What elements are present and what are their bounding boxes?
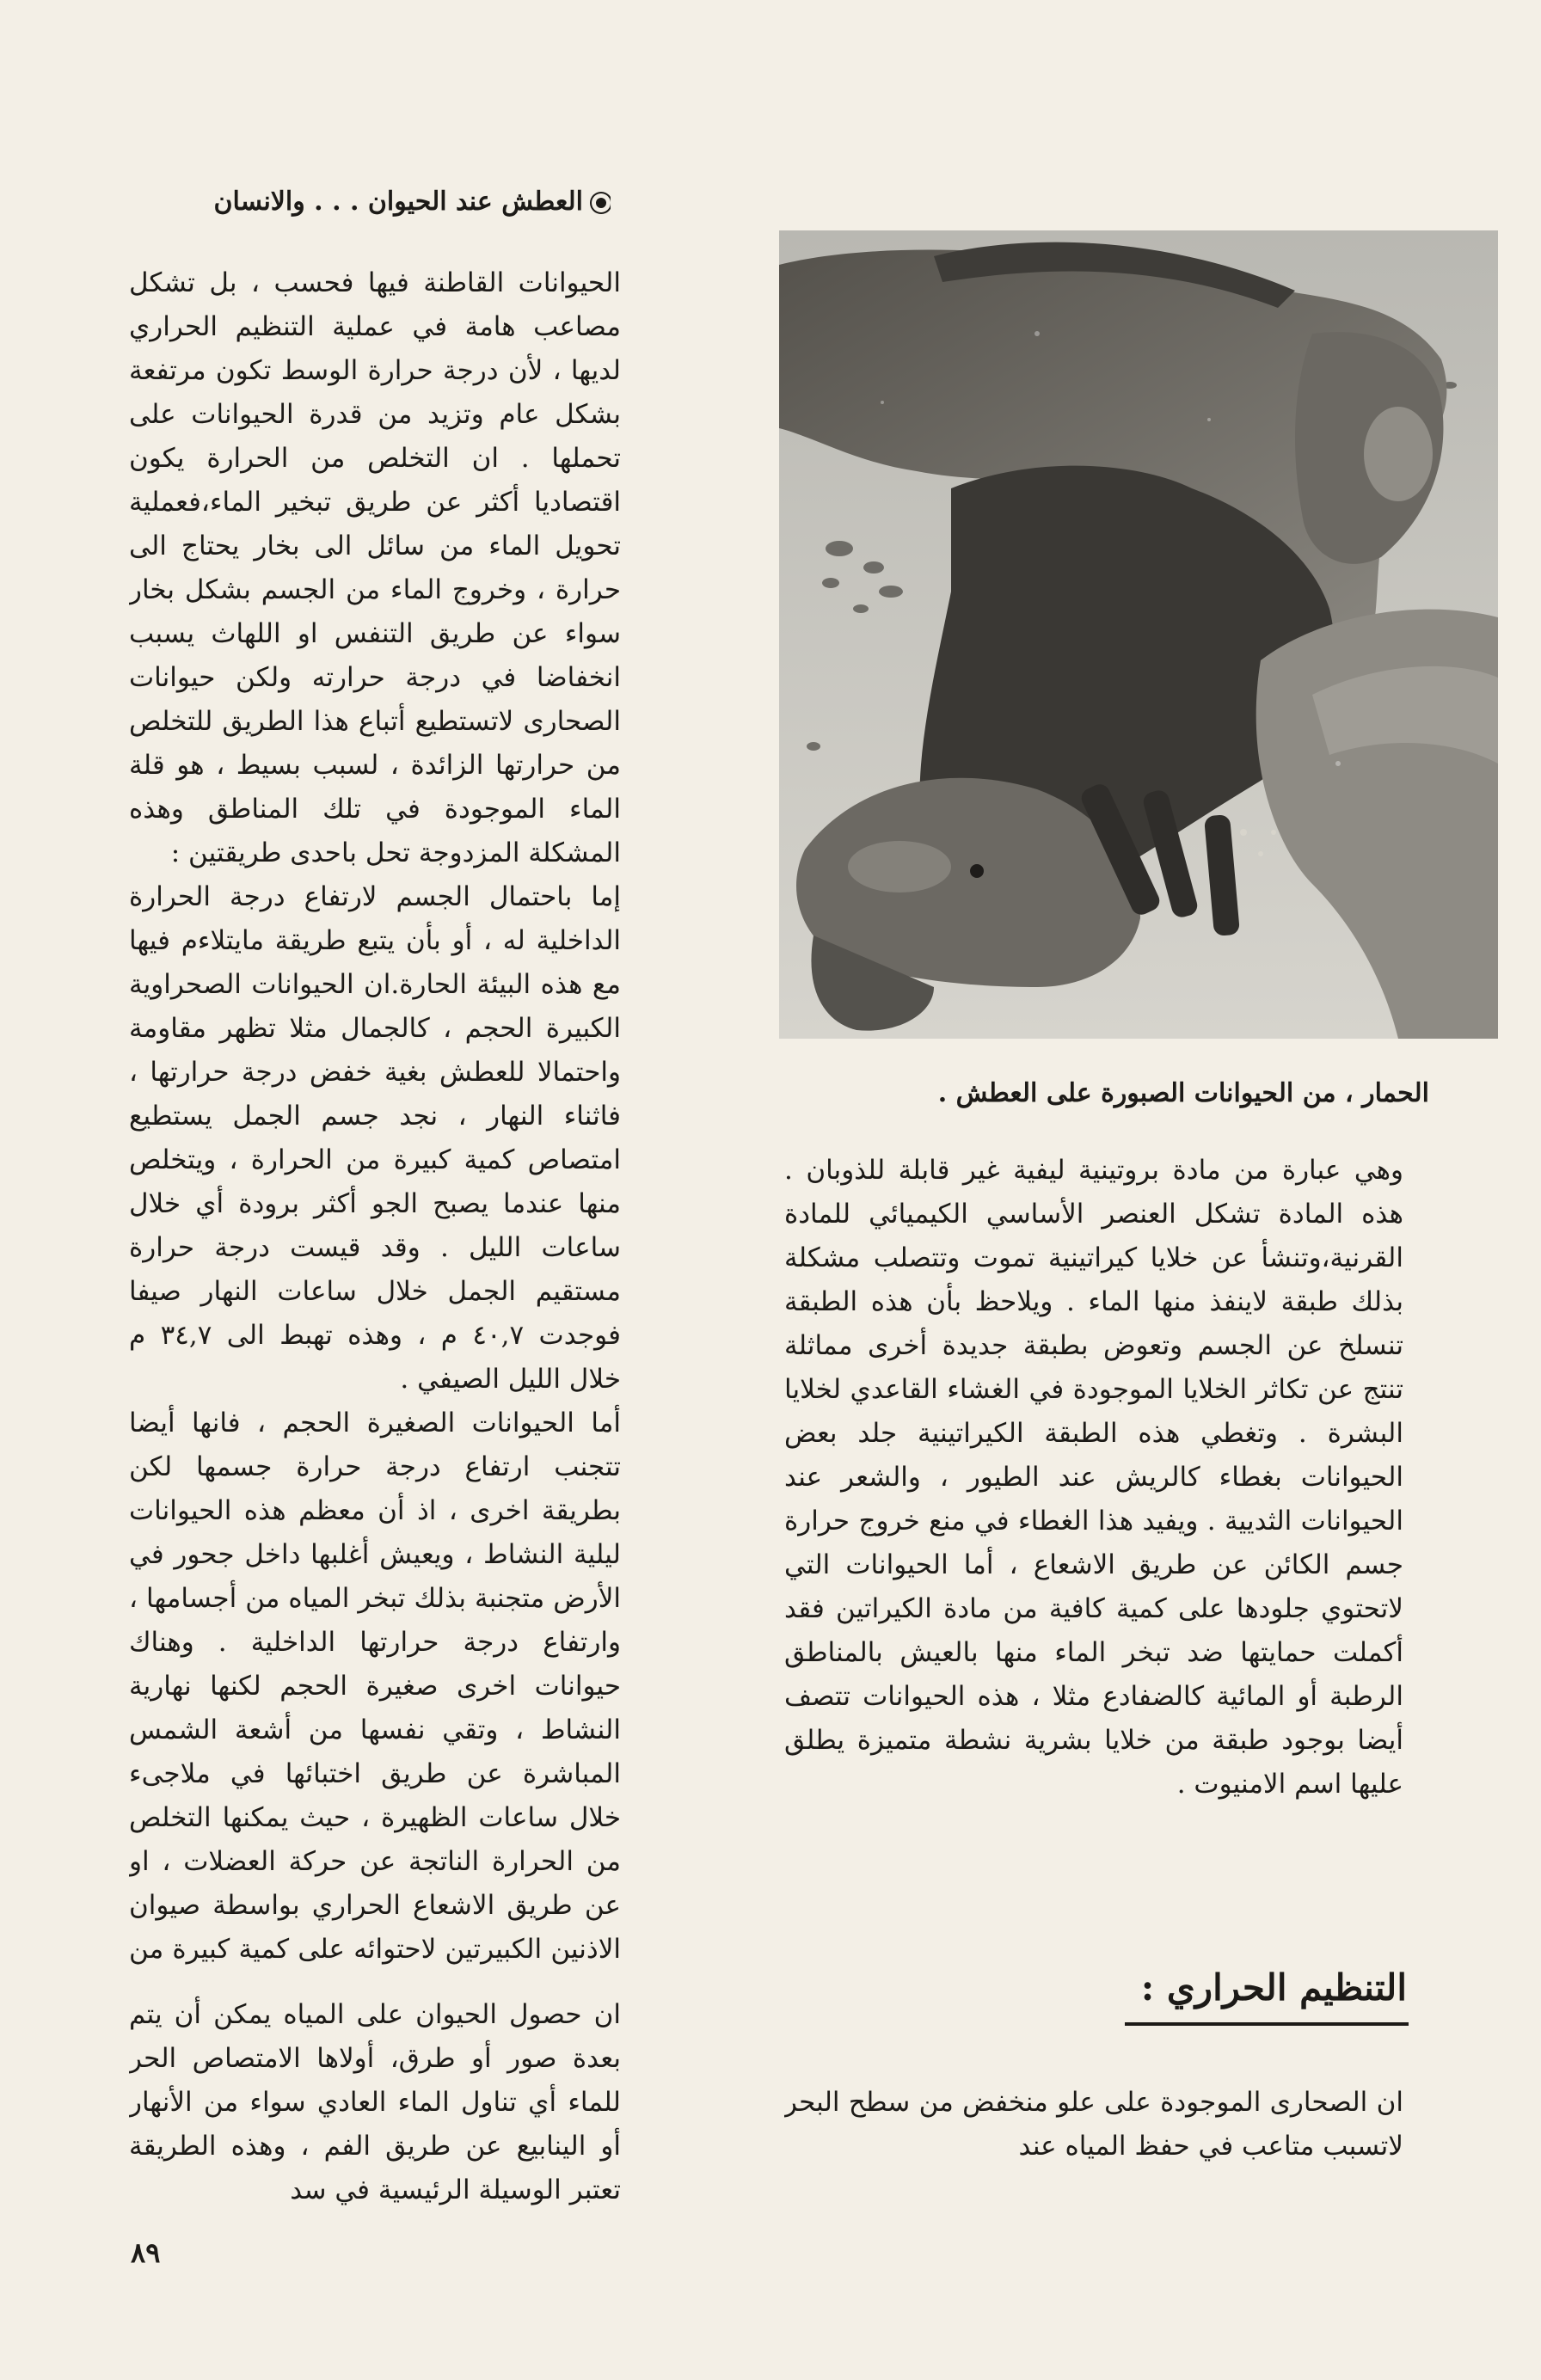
paragraph: الحيوانات القاطنة فيها فحسب ، بل تشكل مصاعب هامة في عملية التنظيم الحراري لديها ، لأن درجة حرارة الوسط تكون مرتفعة بشكل عام وتزيد من قدرة الحيوانات على تحملها . ان التخلص من الحرارة يكون اقتصاديا أكثر عن طريق تبخير الماء،فعملية تحويل الماء من سائل الى بخار يحتاج الى حرارة ، وخروج الماء من الجسم بشكل بخار سواء عن طريق التنفس او اللهاث يسبب انخفاضا في درجة حرارته ولكن حيوانات الصحارى لاتستطيع أتباع هذا الطريق للتخلص من حرارتها الزائدة ، لسبب بسيط ، هو قلة الماء الموجودة في تلك المناطق وهذه المشكلة المزدوجة تحل باحدى طريقتين : [129, 267, 621, 868]
paragraph: ان الصحارى الموجودة على علو منخفض من سطح البحر لاتسبب متاعب في حفظ المياه عند [784, 2087, 1403, 2162]
paragraph: ان حصول الحيوان على المياه يمكن أن يتم بعدة صور أو طرق، أولاها الامتصاص الحر للماء أي تناول الماء العادي سواء من الأنهار أو الينابيع عن طريق الفم ، وهذه الطريقة تعتبر الوسيلة الرئيسية في سد [129, 1999, 621, 2205]
page-number: ٨٩ [131, 2236, 161, 2269]
running-header [129, 182, 611, 222]
right-column-text [784, 1149, 1403, 1966]
donkey-photo-illustration [779, 230, 1498, 1039]
paragraph: إما باحتمال الجسم لارتفاع درجة الحرارة الداخلية له ، أو بأن يتبع طريقة مايتلاءم فيها مع هذه البيئة الحارة.ان الحيوانات الصحراوية الكبيرة الحجم ، كالجمال مثلا تظهر مقاومة واحتمالا للعطش بغية خفض درجة حرارتها ، فاثناء النهار ، نجد جسم الجمل يستطيع امتصاص كمية كبيرة من الحرارة ، ويتخلص منها عندما يصبح الجو أكثر برودة أي خلال ساعات الليل . وقد قيست درجة حرارة مستقيم الجمل خلال ساعات النهار صيفا فوجدت ٤٠,٧ م ، وهذه تهبط الى ٣٤,٧ م خلال الليل الصيفي . [129, 881, 621, 1395]
heading-underline [1125, 2022, 1409, 2026]
right-column-continuation [784, 2081, 1403, 2193]
running-title: العطش عند الحيوان . . . والانسان [213, 187, 583, 217]
figure-caption: الحمار ، من الحيوانات الصبورة على العطش . [937, 1078, 1429, 1108]
donkey-photo [779, 230, 1498, 1039]
paragraph: وهي عبارة من مادة بروتينية ليفية غير قابلة للذوبان . هذه المادة تشكل العنصر الأساسي الكيميائي للمادة القرنية،وتنشأ عن خلايا كيراتينية تموت وتتصلب مشكلة بذلك طبقة لاينفذ منها الماء . ويلاحظ بأن هذه الطبقة تنسلخ عن الجسم وتعوض بطبقة جديدة أخرى مماثلة تنتج عن تكاثر الخلايا الموجودة في الغشاء القاعدي لخلايا البشرة . وتغطي هذه الطبقة الكيراتينية جلد بعض الحيوانات بغطاء كالريش عند الطيور ، والشعر عند الحيوانات الثديية . ويفيد هذا الغطاء في منع خروج حرارة جسم الكائن عن طريق الاشعاع ، أما الحيوانات التي لاتحتوي جلودها على كمية كافية من مادة الكيراتين فقد أكملت حمايتها ضد تبخر الماء منها بالعيش بالمناطق الرطبة أو المائية كالضفادع مثلا ، هذه الحيوانات تتصف أيضا بوجود طبقة من خلايا بشرية نشطة متميزة يطلق عليها اسم الامنيوت . [784, 1155, 1403, 1800]
bullet-icon [592, 193, 611, 212]
left-column-continuation [129, 1993, 621, 2218]
paragraph: أما الحيوانات الصغيرة الحجم ، فانها أيضا تتجنب ارتفاع درجة حرارة جسمها لكن بطريقة اخرى ، اذ أن معظم هذه الحيوانات ليلية النشاط ، ويعيش أغلبها داخل جحور في الأرض متجنبة بذلك تبخر المياه من أجسامها ، وارتفاع درجة حرارتها الداخلية . وهناك حيوانات اخرى صغيرة الحجم لكنها نهارية النشاط ، وتقي نفسها من أشعة الشمس المباشرة عن طريق اختبائها في ملاجىء خلال ساعات الظهيرة ، حيث يمكنها التخلص من الحرارة الناتجة عن حركة العضلات ، او عن طريق الاشعاع الحراري بواسطة صيوان الاذنين الكبيرتين لاحتوائه على كمية كبيرة من [129, 1408, 621, 1965]
left-column-text [129, 261, 621, 1971]
section-heading: التنظيم الحراري : [1140, 1966, 1407, 2009]
